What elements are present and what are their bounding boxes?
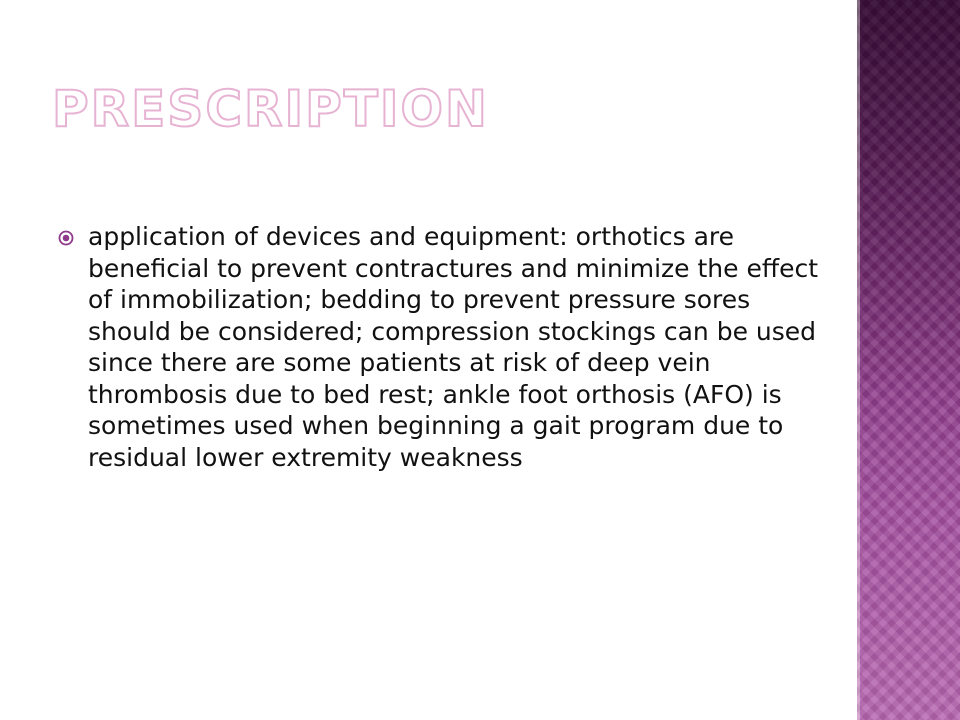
side-band-edge bbox=[857, 0, 860, 720]
bullet-item bbox=[58, 221, 818, 473]
bullet-text: application of devices and equipment: orthotics are beneficial to prevent contractures and minimize the effect of immobilization; bedding to prevent pressure sores should be considered; compression stockings can be used since there are some patients at risk of deep vein thrombosis due to bed rest; ankle foot orthosis (AFO) is sometimes used when beginning a gait program due to residual lower extremity weakness bbox=[88, 222, 819, 472]
circled-bullet-icon bbox=[58, 230, 74, 246]
bullet-list bbox=[58, 221, 818, 473]
decorative-side-band bbox=[857, 0, 960, 720]
slide-title: PRESCRIPTION bbox=[52, 80, 489, 138]
